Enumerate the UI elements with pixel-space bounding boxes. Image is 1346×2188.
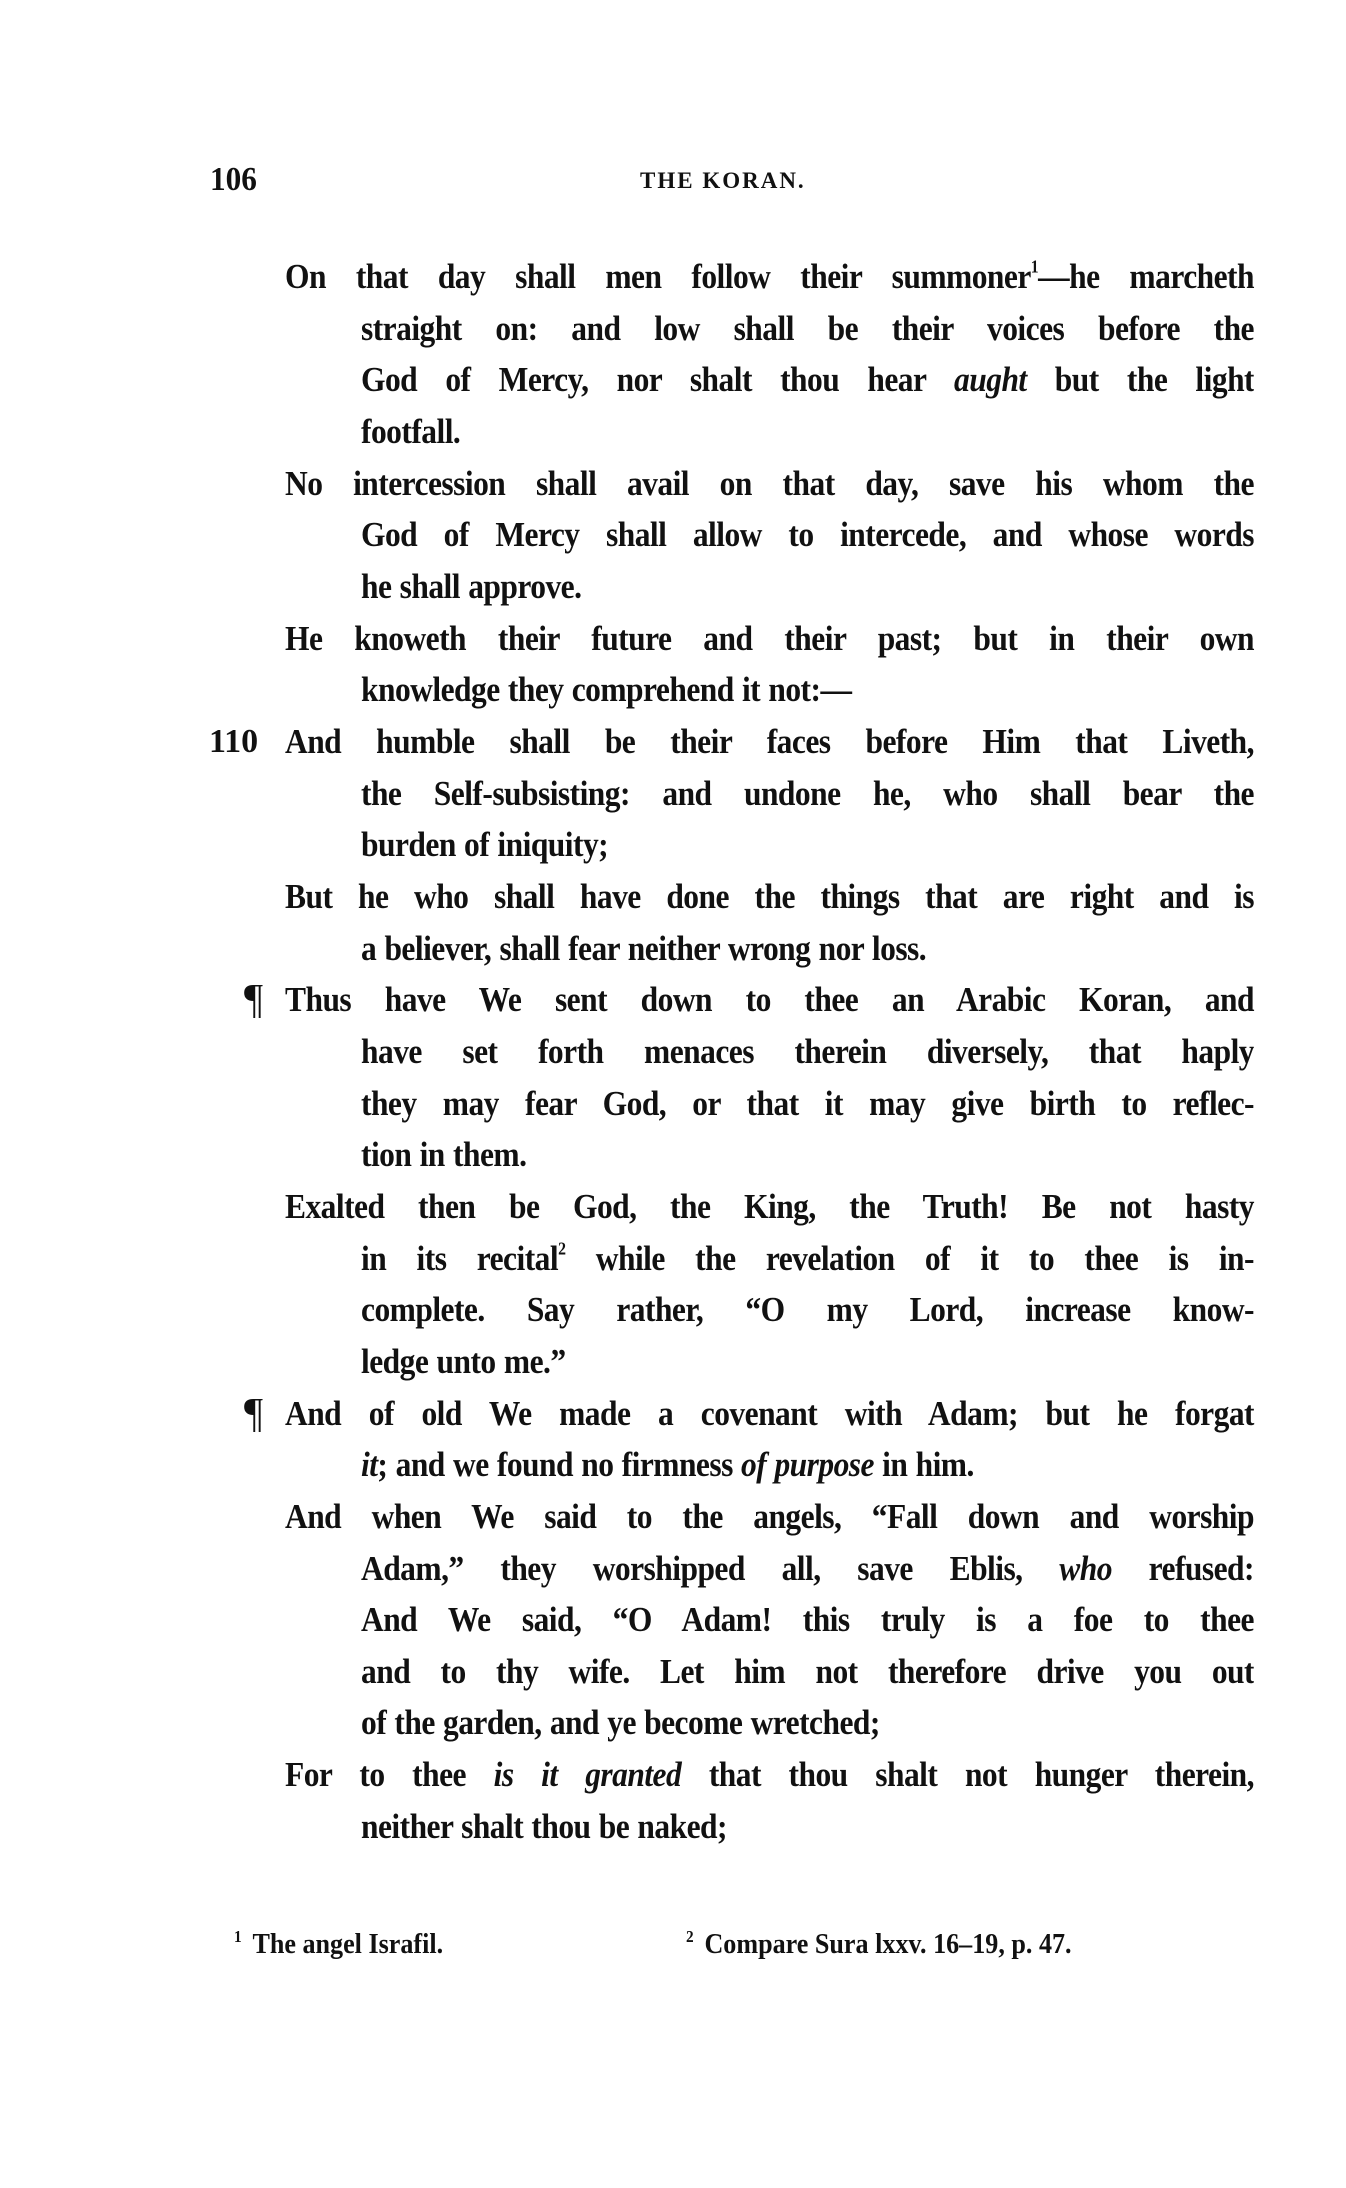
text-run: of the garden, and ye become wretched; xyxy=(361,1703,880,1743)
text-run: For to thee xyxy=(285,1755,494,1795)
text-line xyxy=(361,664,1254,716)
text-run: knowledge they comprehend it not:— xyxy=(361,670,852,710)
text-line xyxy=(361,1543,1254,1595)
text-line xyxy=(285,1181,1254,1233)
text-line xyxy=(361,768,1254,820)
text-run: have set forth menaces therein diversely, that haply xyxy=(361,1031,1254,1071)
footnote-mark: 1 xyxy=(234,1927,242,1946)
text-line xyxy=(285,974,1254,1026)
text-line xyxy=(361,1801,1254,1853)
text-line xyxy=(361,1078,1254,1130)
text-run: straight on: and low shall be their voices before the xyxy=(361,308,1254,348)
text-run: tion in them. xyxy=(361,1135,527,1175)
text-line xyxy=(285,1491,1254,1543)
running-title: THE KORAN. xyxy=(640,168,806,193)
text-run: No intercession shall avail on that day, save his whom the xyxy=(285,463,1254,503)
text-line xyxy=(361,406,1254,458)
text-run: ; and we found no firmness xyxy=(377,1445,742,1485)
text-run: He knoweth their future and their past; but in their own xyxy=(285,618,1254,658)
text-run: Adam,” they worshipped all, save Eblis, xyxy=(361,1548,1060,1588)
text-run: they may fear God, or that it may give birth to reflec- xyxy=(361,1083,1254,1123)
text-line xyxy=(285,871,1254,923)
text-line xyxy=(361,1233,1254,1285)
text-line xyxy=(285,251,1254,303)
text-run: burden of iniquity; xyxy=(361,825,609,865)
text-run: that thou shalt not hunger therein, xyxy=(681,1755,1254,1795)
text-line xyxy=(285,458,1254,510)
footnote-text: The angel Israfil. xyxy=(252,1928,444,1960)
text-run: And humble shall be their faces before Him that Liveth, xyxy=(285,721,1254,761)
text-run: And when We said to the angels, “Fall down and worship xyxy=(285,1496,1254,1536)
text-run: neither shalt thou be naked; xyxy=(361,1806,727,1846)
footnote-mark: 2 xyxy=(686,1927,694,1946)
text-run: And We said, “O Adam! this truly is a foe to thee xyxy=(361,1600,1254,1640)
footnote-reference: 1 xyxy=(1030,256,1039,277)
italic-text: aught xyxy=(954,360,1027,400)
text-line xyxy=(361,923,1254,975)
italic-text: of purpose xyxy=(741,1445,874,1485)
text-line xyxy=(361,303,1254,355)
footnote-reference: 2 xyxy=(558,1237,566,1258)
page-number: 106 xyxy=(210,161,257,198)
text-line xyxy=(361,1129,1254,1181)
text-line xyxy=(361,509,1254,561)
text-line xyxy=(361,1439,1254,1491)
text-run: And of old We made a covenant with Adam; but he forgat xyxy=(285,1393,1254,1433)
text-run: God of Mercy shall allow to intercede, and whose words xyxy=(361,515,1254,555)
text-line xyxy=(361,354,1254,406)
text-run: Thus have We sent down to thee an Arabic Koran, and xyxy=(285,980,1254,1020)
paragraph-mark-icon: ¶ xyxy=(244,977,264,1024)
text-run: in him. xyxy=(873,1445,974,1485)
italic-text: is it granted xyxy=(493,1755,682,1795)
text-run: footfall. xyxy=(361,411,461,451)
text-run: ledge unto me.” xyxy=(361,1341,566,1381)
text-run: complete. Say rather, “O my Lord, increase know- xyxy=(361,1290,1254,1330)
text-run: But he who shall have done the things that are right and is xyxy=(285,876,1254,916)
verse-number: 110 xyxy=(209,722,259,760)
text-line xyxy=(285,716,1254,768)
text-run: and to thy wife. Let him not therefore drive you out xyxy=(361,1651,1254,1691)
text-line xyxy=(361,561,1254,613)
text-line xyxy=(361,1594,1254,1646)
text-run: refused: xyxy=(1111,1548,1254,1588)
footnote-2 xyxy=(686,1917,1072,1960)
text-run: God of Mercy, nor shalt thou hear xyxy=(361,360,955,400)
footnote-1 xyxy=(234,1917,444,1960)
footnote-text: Compare Sura lxxv. 16–19, p. 47. xyxy=(704,1928,1072,1960)
text-run: in its recital xyxy=(361,1238,559,1278)
text-run: he shall approve. xyxy=(361,566,582,606)
text-line xyxy=(285,613,1254,665)
text-run: a believer, shall fear neither wrong nor loss. xyxy=(361,928,927,968)
text-line xyxy=(361,1336,1254,1388)
text-run: the Self-subsisting: and undone he, who shall bear the xyxy=(361,773,1254,813)
text-line xyxy=(285,1388,1254,1440)
text-line xyxy=(361,1697,1254,1749)
text-run: On that day shall men follow their summoner xyxy=(285,257,1031,296)
italic-text: it xyxy=(361,1445,378,1485)
text-run: but the light xyxy=(1026,360,1254,400)
text-line xyxy=(285,1749,1254,1801)
text-line xyxy=(361,1284,1254,1336)
paragraph-mark-icon: ¶ xyxy=(244,1390,264,1437)
text-line xyxy=(361,819,1254,871)
text-run: Exalted then be God, the King, the Truth! Be not hasty xyxy=(285,1186,1254,1226)
text-run: while the revelation of it to thee is in- xyxy=(565,1238,1254,1278)
text-run: —he marcheth xyxy=(1038,257,1254,296)
text-line xyxy=(361,1646,1254,1698)
text-line xyxy=(361,1026,1254,1078)
italic-text: who xyxy=(1059,1548,1112,1588)
